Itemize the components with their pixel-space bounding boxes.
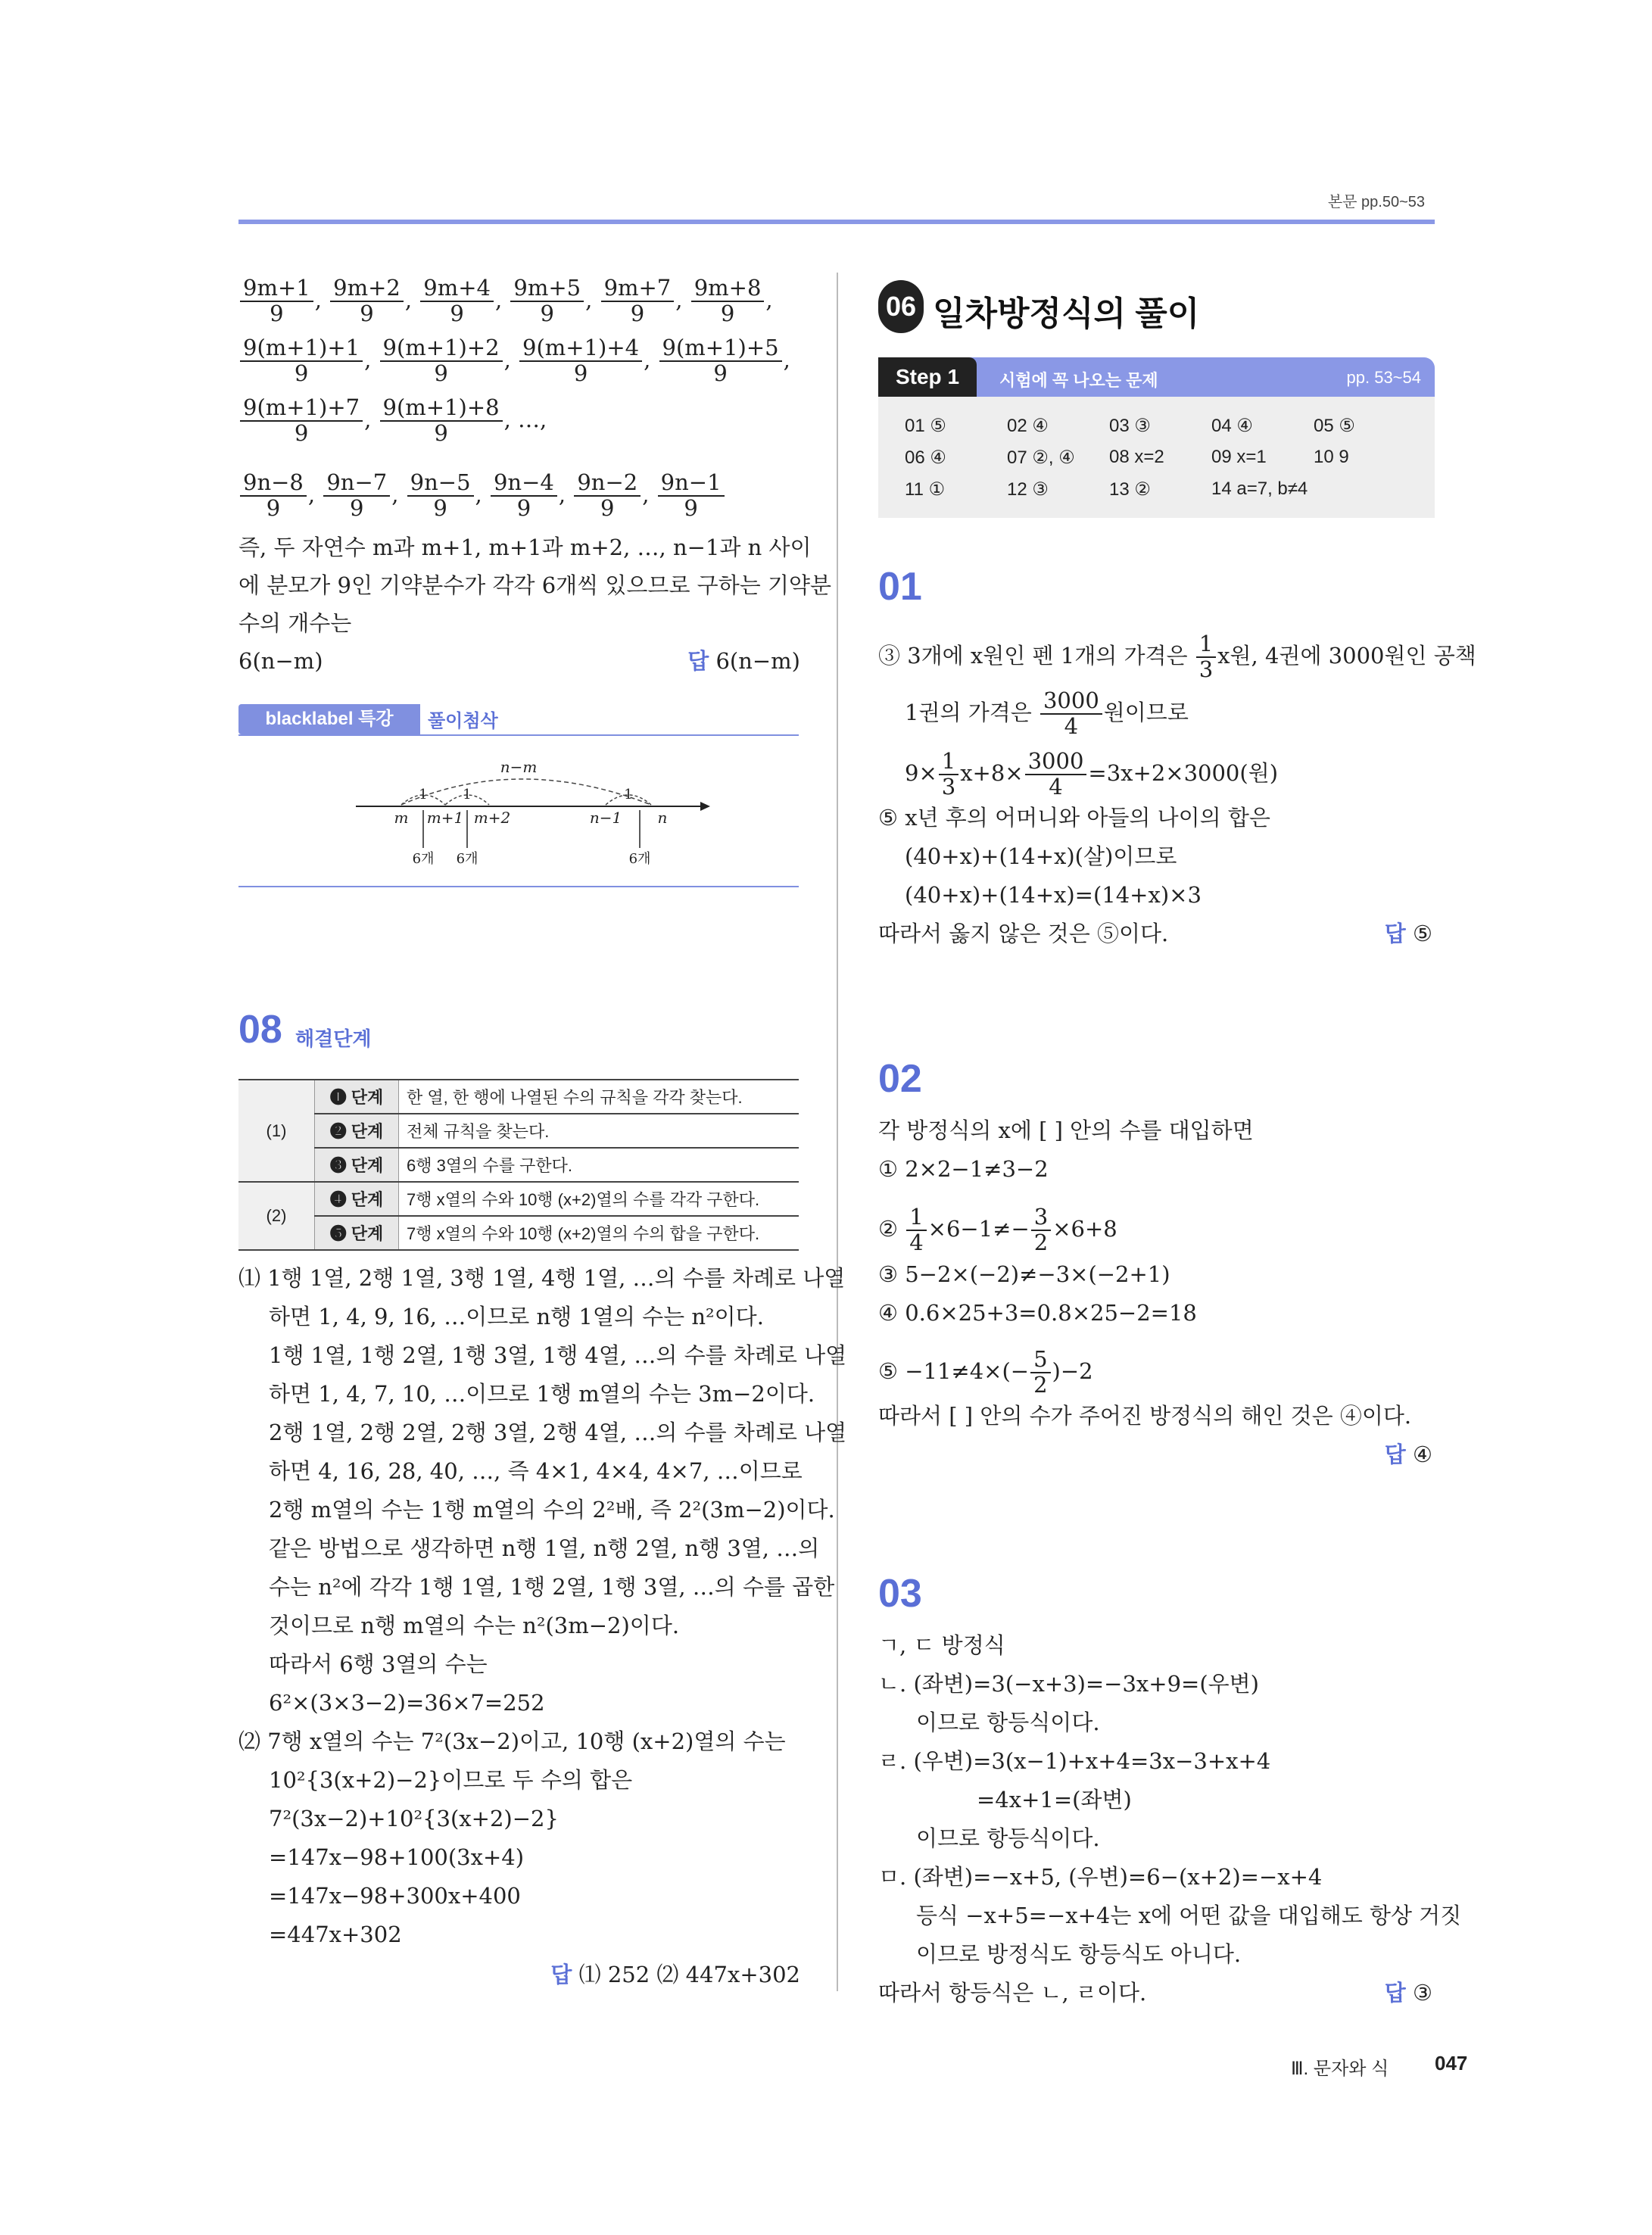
label-one: 1 — [419, 787, 428, 803]
text-line: 에 분모가 9인 기약분수가 각각 6개씩 있으므로 구하는 기약분 — [238, 572, 831, 598]
answer-item: 09 x=1 — [1211, 447, 1267, 467]
text-line: 수의 개수는 — [238, 610, 352, 636]
text-line: 6(n−m) — [238, 648, 323, 674]
number-line-diagram — [348, 753, 712, 867]
solution-line: ⑵ 7행 x열의 수는 7²(3x−2)이고, 10행 (x+2)열의 수는 — [238, 1728, 786, 1754]
page-ref: 본문 pp.50~53 — [1327, 194, 1425, 210]
q03-line: =4x+1=(좌변) — [977, 1787, 1132, 1813]
fraction-row-1: $\frac{9m+1}{9}$ , $\frac{9m+2}{9}$ , $\frac{9m+4}{9}$ , $\frac{9m+5}{9}$ , $\frac{9m+7}{9}$ , $\frac{9m+8}{9}$ , — [238, 276, 773, 326]
step-pages: pp. 53~54 — [1346, 368, 1421, 387]
blacklabel-bottom-rule — [238, 886, 799, 887]
table-row — [238, 1182, 799, 1216]
stage-cell: ❷ 단계 — [315, 1114, 399, 1148]
q02-line: ① 2×2−1≠3−2 — [878, 1156, 1049, 1182]
question-title: 해결단계 — [295, 1027, 372, 1050]
step-title: 시험에 꼭 나오는 문제 — [999, 371, 1158, 390]
answer-item: 01 ⑤ — [905, 416, 946, 436]
answer-line: 답 ⑴ 252 ⑵ 447x+302 — [550, 1962, 800, 1987]
section-title: 일차방정식의 풀이 — [933, 295, 1200, 332]
question-number: 02 — [878, 1057, 922, 1101]
question-number: 01 — [878, 565, 922, 609]
answer-item: 11 ① — [905, 479, 946, 500]
solution-line: =447x+302 — [269, 1922, 402, 1947]
q03-line: ㄹ. (우변)=3(x−1)+x+4=3x−3+x+4 — [878, 1748, 1271, 1774]
fraction-row-4: $\frac{9n-8}{9}$ , $\frac{9n-7}{9}$ , $\frac{9n-5}{9}$ , $\frac{9n-4}{9}$ , $\frac{9n-2}{9}$ , $\frac{9n-1}{9}$ — [238, 471, 726, 521]
stage-cell: ❸ 단계 — [315, 1148, 399, 1182]
blacklabel-tag: blacklabel 특강 — [238, 704, 420, 734]
q01-line: 따라서 옳지 않은 것은 ⑤이다. — [878, 921, 1169, 946]
stage-text: 7행 x열의 수와 10행 (x+2)열의 수를 각각 구한다. — [399, 1182, 800, 1216]
count-label: 6개 — [412, 851, 435, 867]
answer-item: 14 a=7, b≠4 — [1211, 478, 1308, 499]
answer-item: 03 ③ — [1109, 416, 1151, 436]
label-m: m — [394, 809, 409, 827]
q03-line: 이므로 항등식이다. — [916, 1710, 1100, 1735]
answer-item: 12 ③ — [1007, 479, 1049, 500]
question-number: 03 — [878, 1572, 922, 1616]
stage-text: 한 열, 한 행에 나열된 수의 규칙을 각각 찾는다. — [399, 1080, 800, 1114]
section-number-badge: 06 — [878, 280, 924, 333]
answer-item: 06 ④ — [905, 447, 946, 468]
table-row — [238, 1148, 799, 1182]
label-m-plus-1: m+1 — [426, 809, 464, 827]
stage-text: 6행 3열의 수를 구한다. — [399, 1148, 800, 1182]
answer-item: 08 x=2 — [1109, 447, 1164, 467]
blacklabel-rule — [238, 734, 799, 736]
solution-line: 6²×(3×3−2)=36×7=252 — [269, 1690, 545, 1716]
blacklabel-subtitle: 풀이첨삭 — [428, 711, 498, 731]
part-cell: (1) — [238, 1080, 315, 1182]
q03-line: ㄱ, ㄷ 방정식 — [878, 1632, 1005, 1658]
solution-line: 것이므로 n행 m열의 수는 n²(3m−2)이다. — [269, 1613, 680, 1638]
fraction-row-2: $\frac{9(m+1)+1}{9}$ , $\frac{9(m+1)+2}{9}$ , $\frac{9(m+1)+4}{9}$ , $\frac{9(m+1)+5}{9}$ , — [238, 336, 790, 386]
table-row — [238, 1216, 799, 1250]
answer-item: 13 ② — [1109, 479, 1151, 500]
fraction-row-3: $\frac{9(m+1)+7}{9}$ , $\frac{9(m+1)+8}{9}$ , …, — [238, 396, 547, 446]
solution-line: 2행 m열의 수는 1행 m열의 수의 2²배, 즉 2²(3m−2)이다. — [269, 1497, 835, 1523]
axis-arrow — [700, 802, 710, 811]
q01-line: (40+x)+(14+x)=(14+x)×3 — [905, 882, 1202, 908]
count-label: 6개 — [456, 851, 478, 867]
q03-line: ㅁ. (좌변)=−x+5, (우변)=6−(x+2)=−x+4 — [878, 1864, 1323, 1890]
solution-line: 따라서 6행 3열의 수는 — [269, 1651, 488, 1677]
label-n: n — [657, 809, 668, 827]
table-row — [238, 1114, 799, 1148]
answer-line: 답 ⑤ — [1384, 921, 1432, 946]
solution-line: 7²(3x−2)+10²{3(x+2)−2} — [269, 1806, 559, 1831]
label-n-minus-1: n−1 — [589, 809, 622, 827]
answer-item: 07 ②, ④ — [1007, 447, 1075, 468]
answer-item: 02 ④ — [1007, 416, 1049, 436]
question-number: 08 — [238, 1008, 282, 1052]
step-label: Step 1 — [878, 357, 977, 397]
label-one: 1 — [463, 787, 472, 803]
q02-line: ③ 5−2×(−2)≠−3×(−2+1) — [878, 1261, 1170, 1287]
text-line: 즉, 두 자연수 m과 m+1, m+1과 m+2, …, n−1과 n 사이 — [238, 535, 812, 560]
q01-line: (40+x)+(14+x)(살)이므로 — [905, 843, 1177, 869]
q03-line: 이므로 방정식도 항등식도 아니다. — [916, 1941, 1242, 1967]
q02-line: ④ 0.6×25+3=0.8×25−2=18 — [878, 1300, 1197, 1326]
answer-line: 답 ③ — [1384, 1980, 1432, 2006]
stage-cell: ❺ 단계 — [315, 1216, 399, 1250]
count-label: 6개 — [628, 851, 651, 867]
solution-line: 하면 4, 16, 28, 40, …, 즉 4×1, 4×4, 4×7, …이므로 — [269, 1458, 803, 1484]
q02-line: 각 방정식의 x에 [ ] 안의 수를 대입하면 — [878, 1118, 1254, 1143]
label-n-m: n−m — [500, 758, 538, 776]
page-number: 047 — [1435, 2052, 1468, 2074]
q01-line: ⑤ x년 후의 어머니와 아들의 나이의 합은 — [878, 805, 1270, 831]
column-divider — [837, 273, 838, 1991]
solution-line: 1행 1열, 1행 2열, 1행 3열, 1행 4열, …의 수를 차례로 나열 — [269, 1342, 847, 1368]
q03-line: 등식 −x+5=−x+4는 x에 어떤 값을 대입해도 항상 거짓 — [916, 1903, 1462, 1928]
header-rule — [238, 220, 1435, 224]
stage-cell: ❹ 단계 — [315, 1182, 399, 1216]
stage-text: 전체 규칙을 찾는다. — [399, 1114, 800, 1148]
label-m-plus-2: m+2 — [473, 809, 511, 827]
table-row — [238, 1080, 799, 1114]
footer-chapter: Ⅲ. 문자와 식 — [1291, 2059, 1389, 2079]
stage-cell: ❶ 단계 — [315, 1080, 399, 1114]
label-one: 1 — [624, 787, 633, 803]
answer-line: 답 6(n−m) — [687, 648, 800, 674]
answer-item: 05 ⑤ — [1314, 416, 1355, 436]
q03-line: ㄴ. (좌변)=3(−x+3)=−3x+9=(우변) — [878, 1671, 1259, 1697]
q01-line: ③ 3개에 x원인 펜 1개의 가격은 $\frac{1}{3}$ x원, 4권에 3000원인 공책 — [878, 631, 1476, 682]
brace-n-m — [401, 779, 651, 805]
q02-line: 따라서 [ ] 안의 수가 주어진 방정식의 해인 것은 ④이다. — [878, 1403, 1412, 1429]
stage-text: 7행 x열의 수와 10행 (x+2)열의 수의 합을 구한다. — [399, 1216, 800, 1250]
solution-line: 2행 1열, 2행 2열, 2행 3열, 2행 4열, …의 수를 차례로 나열 — [269, 1420, 847, 1445]
q03-line: 이므로 항등식이다. — [916, 1825, 1100, 1851]
solution-line: =147x−98+300x+400 — [269, 1883, 521, 1909]
q01-line: 9× $\frac{1}{3}$ x+8× $\frac{3000}{4}$ =3x+2×3000(원) — [905, 748, 1279, 800]
part-cell: (2) — [238, 1182, 315, 1250]
solution-line: 수는 n²에 각각 1행 1열, 1행 2열, 1행 3열, …의 수를 곱한 — [269, 1574, 835, 1600]
solution-line: 하면 1, 4, 7, 10, …이므로 1행 m열의 수는 3m−2이다. — [269, 1381, 815, 1407]
answer-item: 04 ④ — [1211, 416, 1253, 436]
q03-line: 따라서 항등식은 ㄴ, ㄹ이다. — [878, 1980, 1147, 2006]
solution-line: 같은 방법으로 생각하면 n행 1열, n행 2열, n행 3열, …의 — [269, 1535, 820, 1561]
q01-line: 1권의 가격은 $\frac{3000}{4}$ 원이므로 — [905, 687, 1189, 739]
solution-line: 하면 1, 4, 9, 16, …이므로 n행 1열의 수는 n²이다. — [269, 1304, 764, 1329]
solution-line: ⑴ 1행 1열, 2행 1열, 3행 1열, 4행 1열, …의 수를 차례로 나열 — [238, 1265, 846, 1291]
q02-line: ② $\frac{1}{4}$ ×6−1≠− $\frac{3}{2}$ ×6+8 — [878, 1204, 1117, 1255]
solution-line: =147x−98+100(3x+4) — [269, 1844, 525, 1870]
answer-line: 답 ④ — [1384, 1442, 1432, 1467]
steps-table — [238, 1079, 799, 1251]
q02-line: ⑤ −11≠4×(− $\frac{5}{2}$ )−2 — [878, 1346, 1093, 1398]
solution-line: 10²{3(x+2)−2}이므로 두 수의 합은 — [269, 1767, 633, 1793]
answer-item: 10 9 — [1314, 447, 1349, 467]
